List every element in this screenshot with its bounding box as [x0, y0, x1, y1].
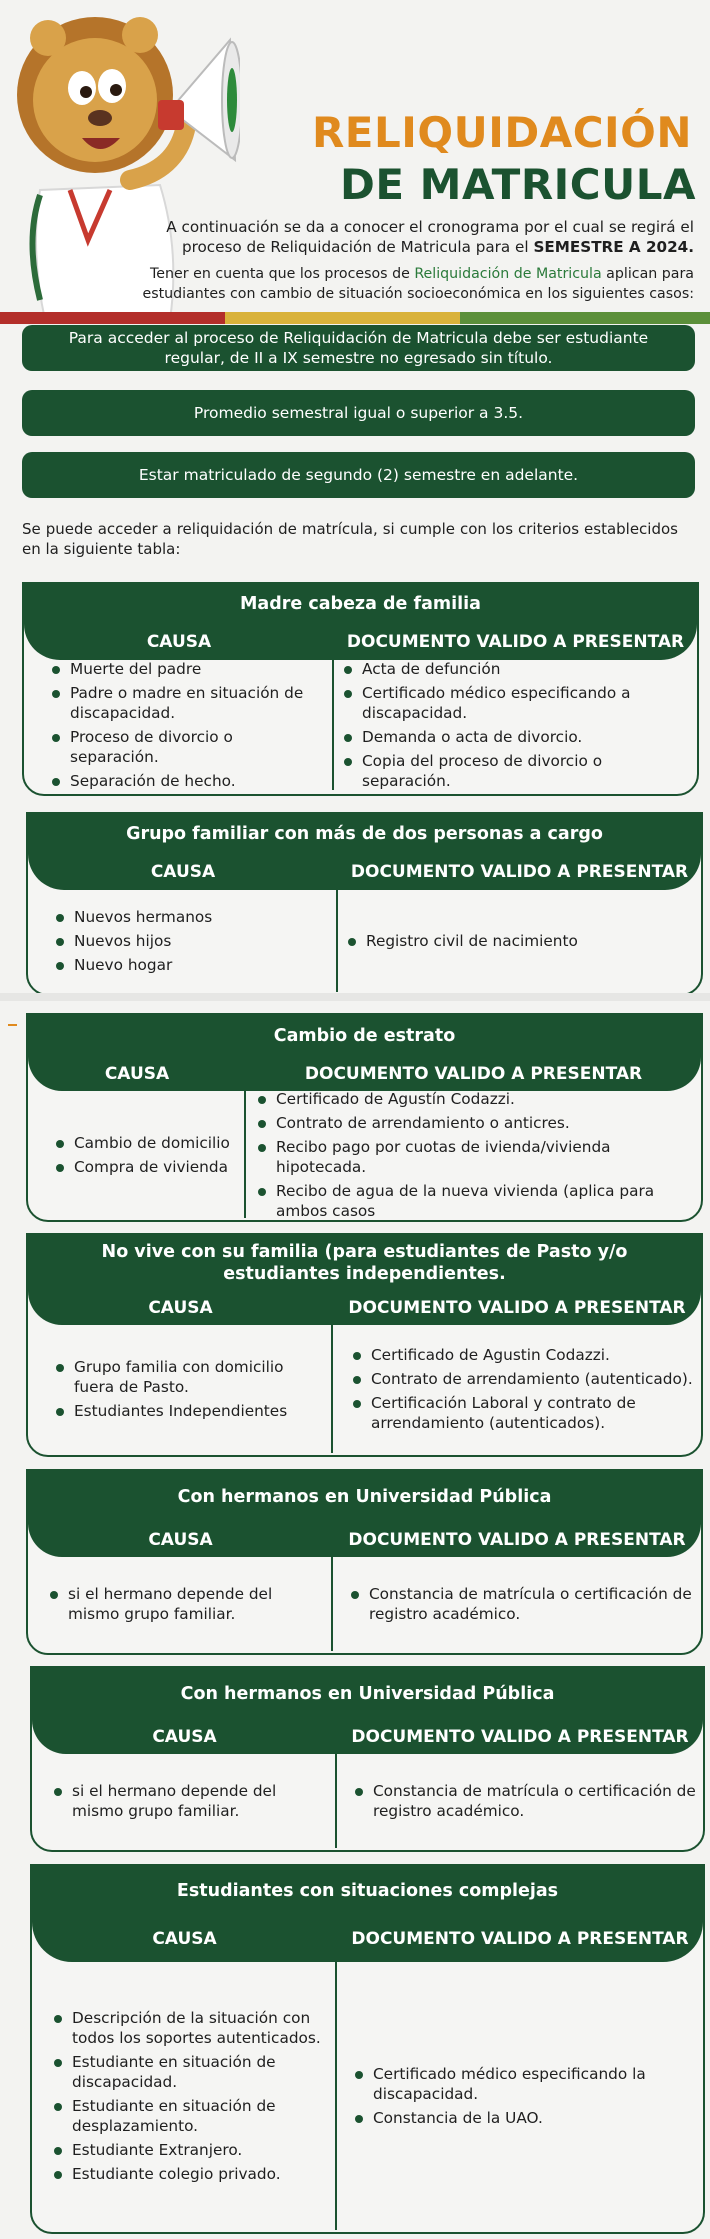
header-documento: DOCUMENTO VALIDO A PRESENTAR — [351, 1727, 689, 1747]
header-causa: CAUSA — [148, 1298, 213, 1318]
card-header-row — [28, 1523, 701, 1557]
note-text-pre: Tener en cuenta que los procesos de — [150, 266, 415, 282]
list-item: Acta de defunción — [344, 659, 691, 679]
header-documento: DOCUMENTO VALIDO A PRESENTAR — [348, 1298, 686, 1318]
card-hermanos-universidad-1 — [26, 1469, 703, 1655]
card-title: Madre cabeza de familia — [24, 584, 697, 624]
header-documento: DOCUMENTO VALIDO A PRESENTAR — [351, 1929, 689, 1949]
note-text — [134, 264, 694, 304]
documento-column — [337, 1754, 703, 1848]
card-header-row — [32, 1720, 703, 1754]
list-item: Certificado médico especificando la discapacidad. — [355, 2064, 697, 2104]
header-causa: CAUSA — [152, 1727, 217, 1747]
documento-column — [334, 660, 697, 790]
list-item: Recibo de agua de la nueva vivienda (aplica para ambos casos — [258, 1181, 697, 1221]
list-item: Padre o madre en situación de discapacidad. — [52, 683, 326, 723]
header-causa: CAUSA — [104, 1064, 170, 1084]
list-item: Constancia de matrícula o certificación de registro académico. — [355, 1781, 697, 1821]
list-item: Recibo pago por cuotas de ivienda/vivienda hipotecada. — [258, 1137, 697, 1177]
header-causa: CAUSA — [152, 1929, 217, 1949]
requirement-box-1: Para acceder al proceso de Reliquidación de Matricula debe ser estudiante regular, de II a IX semestre no egresado sin título. — [22, 325, 695, 371]
semester-highlight: SEMESTRE A 2024. — [533, 238, 694, 256]
causa-column — [32, 1962, 337, 2230]
header-causa: CAUSA — [146, 632, 212, 652]
card-title: Estudiantes con situaciones complejas — [32, 1866, 703, 1916]
list-item: Constancia de matrícula o certificación de registro académico. — [351, 1584, 695, 1624]
list-item: Estudiante en situación de desplazamiento. — [54, 2096, 329, 2136]
card-cambio-estrato — [26, 1013, 703, 1222]
list-item: Descripción de la situación con todos los soportes autenticados. — [54, 2008, 329, 2048]
causa-column — [28, 1325, 333, 1453]
documento-column — [246, 1091, 701, 1218]
causa-column — [32, 1754, 337, 1848]
card-header-row — [32, 1916, 703, 1962]
card-title: Grupo familiar con más de dos personas a cargo — [28, 814, 701, 854]
documento-column — [337, 1962, 703, 2230]
list-item: Contrato de arrendamiento (autenticado). — [353, 1369, 695, 1389]
card-grupo-familiar — [26, 812, 703, 996]
intro-text — [164, 217, 694, 257]
list-item: Grupo familia con domicilio fuera de Pasto. — [56, 1357, 325, 1397]
list-item: Copia del proceso de divorcio o separación. — [344, 751, 691, 791]
color-stripe — [0, 312, 710, 324]
list-item: Estudiante Extranjero. — [54, 2140, 329, 2160]
list-item: Separación de hecho. — [52, 771, 326, 791]
title-line-1: RELIQUIDACIÓN — [311, 108, 692, 157]
header-causa: CAUSA — [148, 1530, 213, 1550]
card-hermanos-universidad-2 — [30, 1666, 705, 1852]
header-documento: DOCUMENTO VALIDO A PRESENTAR — [350, 862, 689, 882]
page-separator — [0, 993, 710, 1001]
list-item: Demanda o acta de divorcio. — [344, 727, 691, 747]
intro-text-pre: A continuación se da a conocer el cronograma por el cual se regirá el proceso de Reliquidación de Matricula para el — [166, 218, 694, 256]
causa-column — [24, 660, 334, 790]
list-item: Compra de vivienda — [56, 1157, 238, 1177]
list-item: Nuevos hijos — [56, 931, 330, 951]
criteria-text: Se puede acceder a reliquidación de matrícula, si cumple con los criterios establecidos en la siguiente tabla: — [22, 520, 678, 558]
list-item: Certificado médico especificando a discapacidad. — [344, 683, 691, 723]
list-item: Estudiantes Independientes — [56, 1401, 325, 1421]
list-item: Certificado de Agustín Codazzi. — [258, 1089, 697, 1109]
list-item: Constancia de la UAO. — [355, 2108, 697, 2128]
list-item: Contrato de arrendamiento o anticres. — [258, 1113, 697, 1133]
requirement-box-3: Estar matriculado de segundo (2) semestre en adelante. — [22, 452, 695, 498]
header-documento: DOCUMENTO VALIDO A PRESENTAR — [346, 632, 685, 652]
documento-column — [333, 1325, 701, 1453]
documento-column — [338, 890, 701, 992]
list-item: Nuevos hermanos — [56, 907, 330, 927]
list-item: Proceso de divorcio o separación. — [52, 727, 326, 767]
list-item: Muerte del padre — [52, 659, 326, 679]
list-item: Nuevo hogar — [56, 955, 330, 975]
list-item: Certificación Laboral y contrato de arrendamiento (autenticados). — [353, 1393, 695, 1433]
list-item: Estudiante en situación de discapacidad. — [54, 2052, 329, 2092]
causa-column — [28, 1091, 246, 1218]
card-title: Cambio de estrato — [28, 1015, 701, 1057]
documento-column — [333, 1557, 701, 1651]
card-madre-cabeza-familia — [22, 582, 699, 796]
card-title: Con hermanos en Universidad Pública — [32, 1668, 703, 1720]
hero-section — [0, 0, 710, 320]
list-item: Registro civil de nacimiento — [348, 931, 695, 951]
causa-column — [28, 1557, 333, 1651]
requirement-box-2: Promedio semestral igual o superior a 3.5. — [22, 390, 695, 436]
note-text-post: aplican para estudiantes con cambio de situación socioeconómica en los siguientes casos: — [142, 266, 694, 302]
list-item: Cambio de domicilio — [56, 1133, 238, 1153]
card-no-vive-familia — [26, 1233, 703, 1457]
card-header-row — [28, 1291, 701, 1325]
header-causa: CAUSA — [150, 862, 216, 882]
causa-column — [28, 890, 338, 992]
title-line-2: DE MATRICULA — [339, 160, 696, 209]
list-item: Estudiante colegio privado. — [54, 2164, 329, 2184]
card-situaciones-complejas — [30, 1864, 705, 2234]
orange-mark — [8, 1024, 17, 1026]
list-item: Certificado de Agustin Codazzi. — [353, 1345, 695, 1365]
card-title: Con hermanos en Universidad Pública — [28, 1471, 701, 1523]
note-highlight: Reliquidación de Matricula — [414, 266, 602, 282]
card-title: No vive con su familia (para estudiantes de Pasto y/o estudiantes independientes. — [28, 1235, 701, 1291]
header-documento: DOCUMENTO VALIDO A PRESENTAR — [304, 1064, 643, 1084]
list-item: si el hermano depende del mismo grupo familiar. — [50, 1584, 325, 1624]
header-documento: DOCUMENTO VALIDO A PRESENTAR — [348, 1530, 686, 1550]
list-item: si el hermano depende del mismo grupo familiar. — [54, 1781, 329, 1821]
card-header-row — [28, 854, 701, 890]
